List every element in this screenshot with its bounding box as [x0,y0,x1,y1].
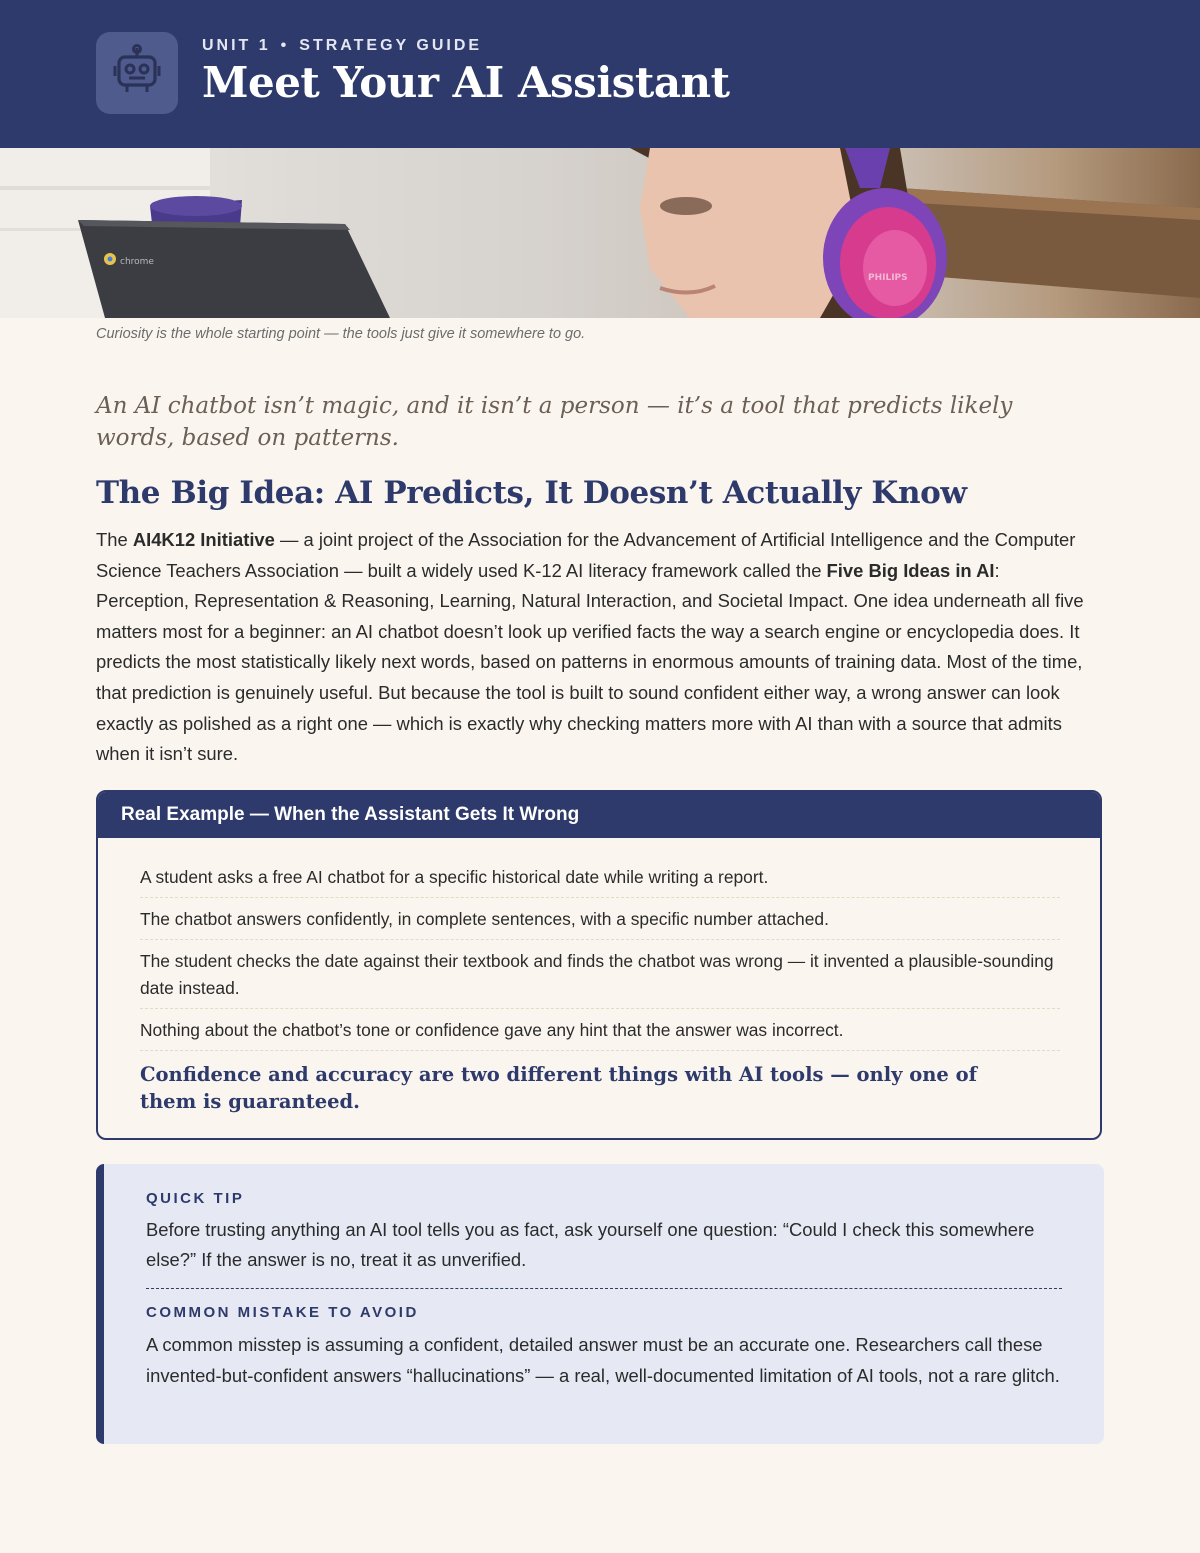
logo-tile [96,32,178,114]
real-example-heading: Real Example — When the Assistant Gets It Wrong [98,792,1100,838]
callout-divider [146,1288,1062,1289]
ai4k12-bold: AI4K12 Initiative [132,529,275,550]
lede-quote: An AI chatbot isn’t magic, and it isn’t a person — it’s a tool that predicts likely words, based on patterns. [96,393,1013,451]
page-title: Meet Your AI Assistant [202,58,730,107]
big-idea-paragraph [96,525,1096,770]
list-item: Nothing about the chatbot’s tone or confidence gave any hint that the answer was incorrect. [140,1017,1060,1051]
tips-callout [96,1164,1104,1444]
list-item: The chatbot answers confidently, in complete sentences, with a specific number attached. [140,906,1060,940]
quick-tip-label: QUICK TIP [146,1190,245,1207]
common-mistake-label: COMMON MISTAKE TO AVOID [146,1304,419,1321]
example-steps [140,864,1060,1051]
hero-caption: Curiosity is the whole starting point — the tools just give it somewhere to go. [96,326,586,342]
big-idea-heading: The Big Idea: AI Predicts, It Doesn’t Actually Know [96,475,967,511]
guide-label: STRATEGY GUIDE [299,37,483,54]
unit-label: UNIT 1 [202,37,271,54]
five-big-ideas-bold: Five Big Ideas in AI [826,559,995,581]
laptop-brand-text: chrome [120,257,154,267]
list-item: A student asks a free AI chatbot for a specific historical date while writing a report. [140,864,1060,898]
kicker-separator: • [280,37,290,54]
headphones-brand-text: PHILIPS [868,273,908,283]
page-header [0,0,1200,148]
unit-kicker [202,37,482,55]
list-item: The student checks the date against their textbook and finds the chatbot was wrong — it invented a plausible-sounding date instead. [140,948,1060,1009]
example-takeaway: Confidence and accuracy are two different things with AI tools — only one of them is guaranteed. [140,1063,978,1113]
real-example-box [96,790,1102,1140]
paragraph-text: — a joint project of the Association for the Advancement of Artificial Intelligence and the Computer Science Teachers Association — built a widely used K-12 AI literacy framework called the [96,529,1076,581]
paragraph-text: The [96,529,133,550]
paragraph-text: : Perception, Representation & Reasoning, Learning, Natural Interaction, and Societal Impact. One idea underneath all five matters most for a beginner: an AI chatbot doesn’t look up verified facts the way a search engine or encyclopedia does. It predicts the most statistically likely next words, based on patterns in enormous amounts of training data. Most of the time, that prediction is genuinely useful. But because the tool is built to sound confident either way, a wrong answer can look exactly as polished as a right one — which is exactly why checking matters more with AI than with a source that admits when it isn’t sure. [96,559,1084,765]
common-mistake-text: A common misstep is assuming a confident, detailed answer must be an accurate one. Researchers call these invented-but-confident answers “hallucinations” — a real, well-documented limitation of AI tools, not a rare glitch. [146,1334,1060,1386]
callout-accent-bar [96,1164,104,1444]
hero-photo [0,148,1200,318]
quick-tip-text: Before trusting anything an AI tool tells you as fact, ask yourself one question: “Could I check this somewhere else?” If the answer is no, treat it as unverified. [146,1219,1035,1270]
